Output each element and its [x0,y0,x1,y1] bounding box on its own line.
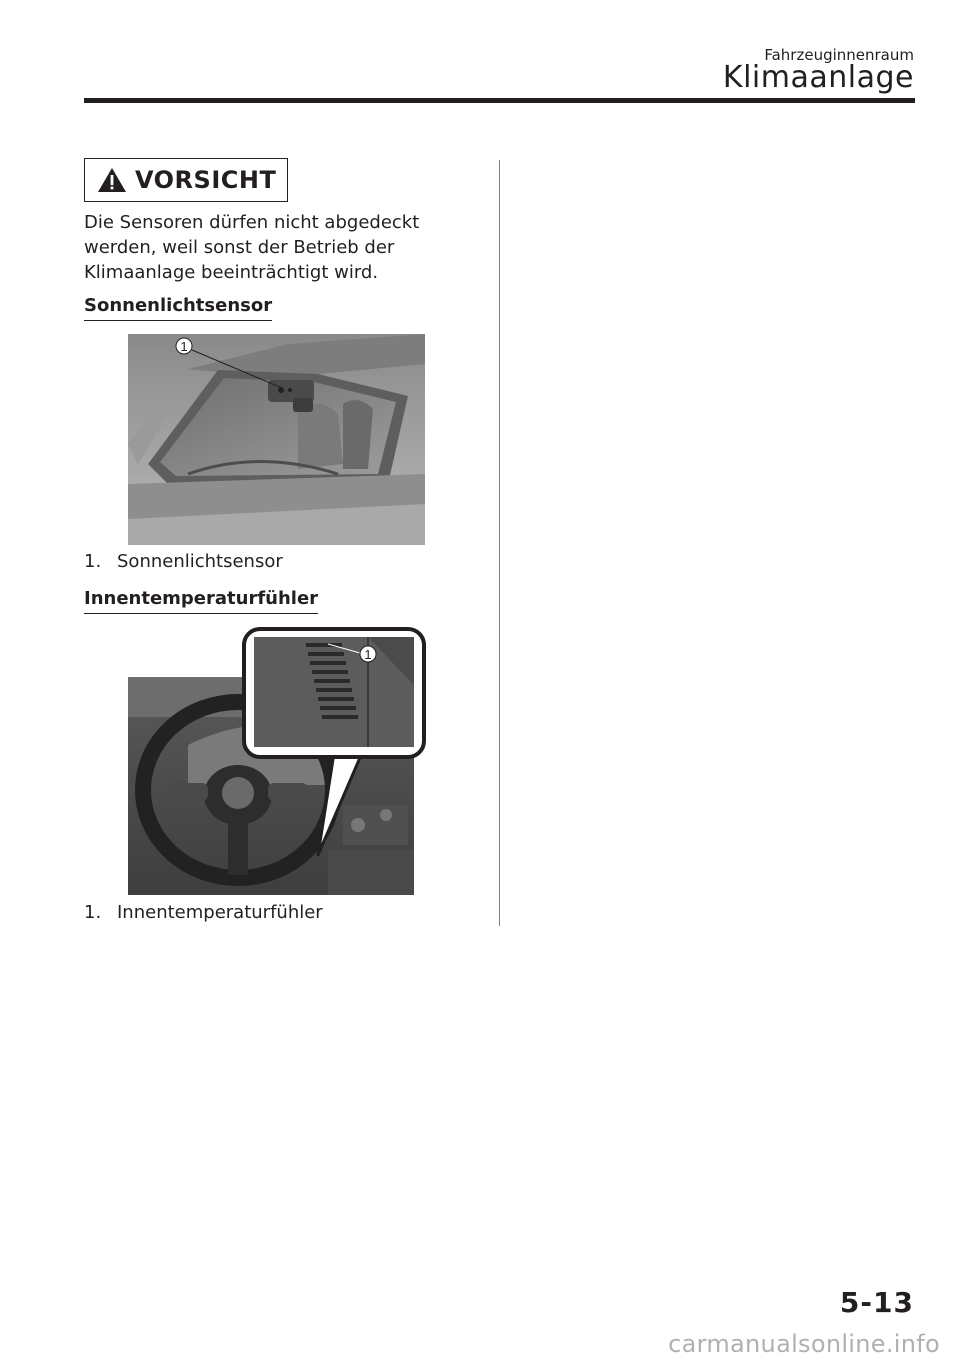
cabin-caption [84,902,323,923]
cabin-caption-number: 1. [84,902,102,923]
cabin-sensor-illustration [128,625,426,895]
cabin-callout-number: 1 [364,647,372,662]
header-chapter-title: Klimaanlage [722,60,914,95]
sunlight-sensor-illustration [128,334,425,545]
sunlight-callout-number: 1 [180,339,188,354]
watermark: carmanualsonline.info [668,1330,940,1358]
column-divider [499,160,500,926]
sunlight-caption-text: Sonnenlichtsensor [117,551,283,572]
caution-label: VORSICHT [135,166,277,194]
caution-text: Die Sensoren dürfen nicht abgedeckt werden, weil sonst der Betrieb der Klimaanlage beeinträchtigt wird. [84,212,420,283]
header-rule [84,98,915,103]
sunlight-sensor-heading: Sonnenlichtsensor [84,295,272,321]
warning-icon [97,167,127,193]
caution-box [84,158,288,202]
header-section-title: Fahrzeuginnenraum [764,46,914,64]
cabin-sensor-heading: Innentemperaturfühler [84,588,318,614]
cabin-caption-text: Innentemperaturfühler [117,902,323,923]
sunlight-caption-number: 1. [84,551,102,572]
page-number: 5-13 [839,1286,914,1319]
sunlight-caption [84,551,283,572]
